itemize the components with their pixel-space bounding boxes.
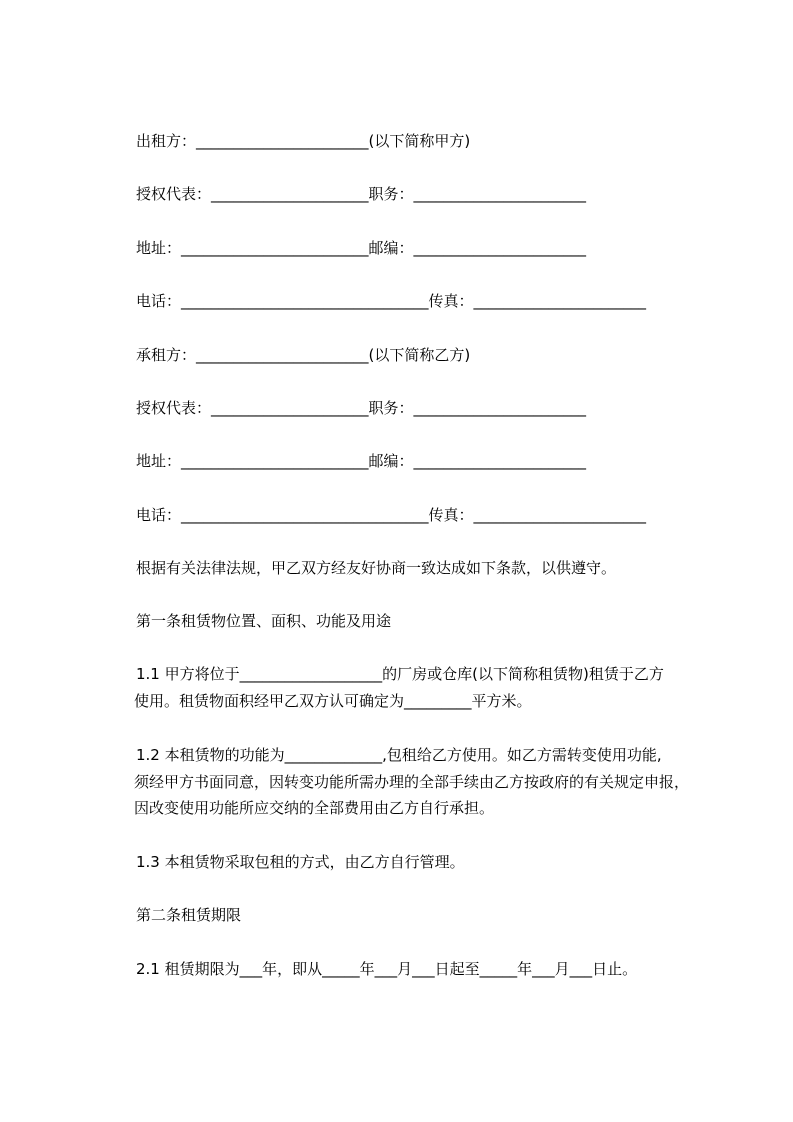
lessor-representative-line: 授权代表：_____________________职务：_______________________ <box>136 185 587 203</box>
preamble: 根据有关法律法规，甲乙双方经友好协商一致达成如下条款，以供遵守。 <box>136 559 617 577</box>
clause-1-1-line-2: 使用。租赁物面积经甲乙双方认可确定为_________平方米。 <box>134 692 532 710</box>
article-1-title: 第一条租赁物位置、面积、功能及用途 <box>136 612 392 630</box>
clause-1-3: 1.3 本租赁物采取包租的方式，由乙方自行管理。 <box>136 853 465 871</box>
lessor-address-line: 地址：_________________________邮编：_______________________ <box>136 239 587 257</box>
lessor-line: 出租方：_______________________(以下简称甲方) <box>136 132 471 150</box>
clause-1-1-line-1: 1.1 甲方将位于___________________的厂房或仓库(以下简称租赁物)租赁于乙方 <box>136 665 664 683</box>
clause-1-2-line-3: 因改变使用功能所应交纳的全部费用由乙方自行承担。 <box>134 799 495 817</box>
article-2-title: 第二条租赁期限 <box>136 906 242 924</box>
lessor-phone-line: 电话：_________________________________传真：_______________________ <box>136 292 647 310</box>
lessee-phone-line: 电话：_________________________________传真：_______________________ <box>136 506 647 524</box>
clause-1-2-line-1: 1.2 本租赁物的功能为_____________,包租给乙方使用。如乙方需转变使用功能, <box>136 746 662 764</box>
lessee-address-line: 地址：_________________________邮编：_______________________ <box>136 452 587 470</box>
lessee-representative-line: 授权代表：_____________________职务：_______________________ <box>136 399 587 417</box>
clause-2-1: 2.1 租赁期限为___年，即从_____年___月___日起至_____年___月___日止。 <box>136 960 638 978</box>
lessee-line: 承租方：_______________________(以下简称乙方) <box>136 346 471 364</box>
clause-1-2-line-2: 须经甲方书面同意，因转变功能所需办理的全部手续由乙方按政府的有关规定申报， <box>134 773 690 791</box>
